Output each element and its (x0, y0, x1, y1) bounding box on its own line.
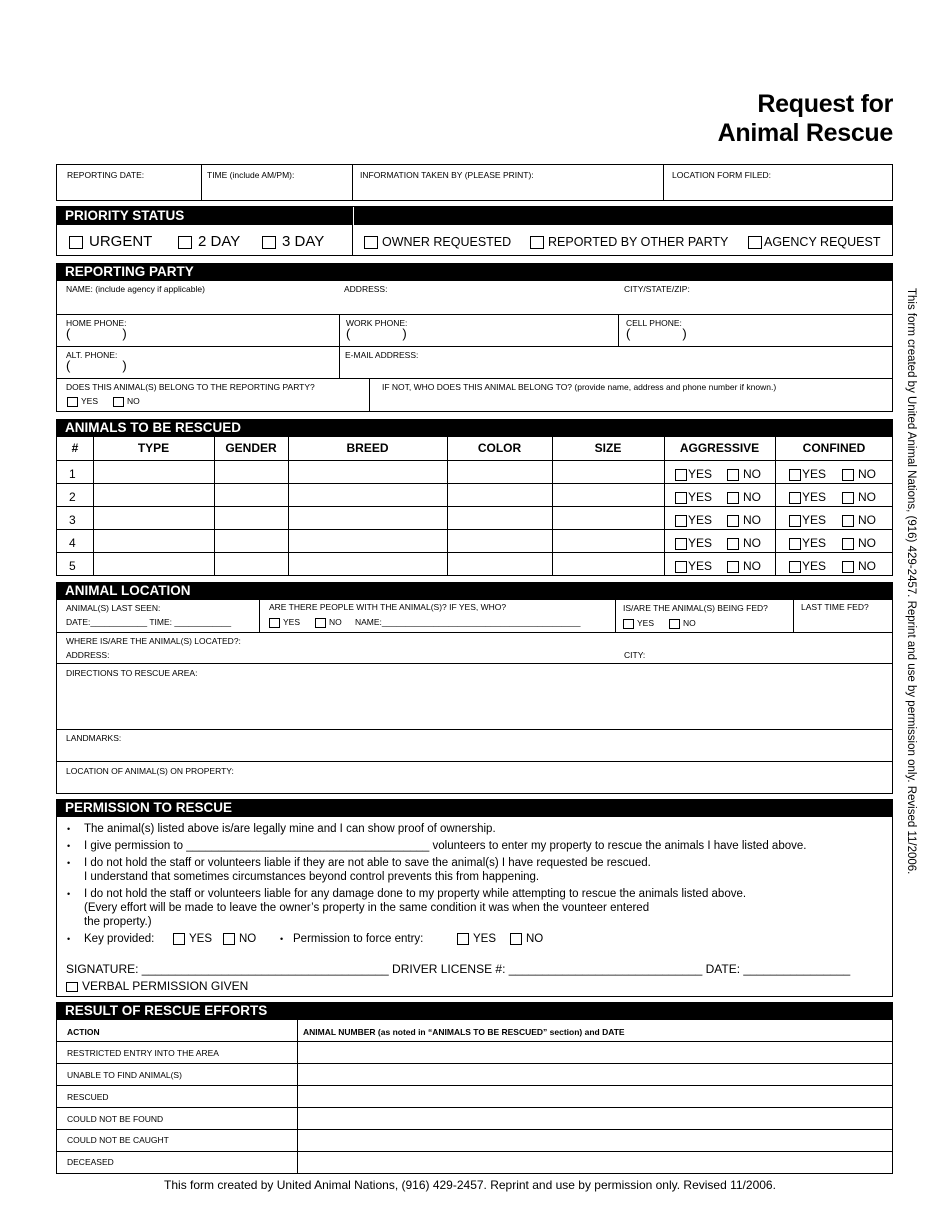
verbal-permission-option[interactable]: VERBAL PERMISSION GIVEN (66, 979, 248, 993)
aggressive-no[interactable]: NO (727, 513, 761, 527)
confined-no[interactable]: NO (842, 490, 876, 504)
permission-line-3a: I do not hold the staff or volunteers liable if they are not able to save the animal(s) I have requested be rescued. (84, 857, 651, 869)
form-title (718, 90, 893, 148)
last-seen-date-time-field[interactable]: DATE:____________ TIME: ____________ (66, 617, 232, 627)
permission-line-4a: I do not hold the staff or volunteers liable for any damage done to my property while attempting to rescue the animals listed above. (84, 888, 747, 900)
result-action-column: ACTION (67, 1027, 100, 1037)
permission-header: PERMISSION TO RESCUE (56, 799, 893, 817)
reporting-party-header: REPORTING PARTY (56, 263, 893, 281)
three-day-option[interactable]: 3 DAY (262, 233, 324, 250)
agency-request-option[interactable]: AGENCY REQUEST (748, 235, 880, 249)
col-gender: GENDER (225, 441, 277, 455)
col-confined: CONFINED (802, 441, 866, 455)
aggressive-yes[interactable]: YES (675, 490, 712, 504)
title-line-2: Animal Rescue (717, 119, 893, 147)
cell-phone-area-code: ( ) (626, 326, 687, 341)
animal-row-number: 5 (69, 559, 76, 573)
belong-question: DOES THIS ANIMAL(S) BELONG TO THE REPORTING PARTY? (66, 382, 315, 392)
animal-location-box (56, 599, 893, 794)
side-note: This form created by United Animal Nations, (916) 429-2457. Reprint and use by permission only. Revised 11/2006. (905, 288, 917, 875)
force-no-option[interactable]: NO (510, 932, 543, 946)
being-fed-question: IS/ARE THE ANIMAL(S) BEING FED? (623, 603, 768, 613)
confined-no[interactable]: NO (842, 467, 876, 481)
col-aggressive: AGGRESSIVE (679, 441, 760, 455)
work-phone-field[interactable]: WORK PHONE: (346, 318, 408, 328)
aggressive-yes[interactable]: YES (675, 513, 712, 527)
fed-no-checkbox[interactable] (669, 619, 680, 629)
reported-other-option[interactable]: REPORTED BY OTHER PARTY (530, 235, 728, 249)
time-field[interactable]: TIME (include AM/PM): (207, 170, 295, 180)
confined-yes[interactable]: YES (789, 536, 826, 550)
col-number: # (71, 441, 79, 455)
confined-yes[interactable]: YES (789, 467, 826, 481)
animal-row-number: 1 (69, 467, 76, 481)
belong-yes-checkbox[interactable] (67, 397, 78, 407)
reported-other-checkbox[interactable] (530, 236, 544, 249)
location-city-field[interactable]: CITY: (624, 650, 646, 660)
priority-status-header: PRIORITY STATUS (57, 207, 352, 225)
result-table (56, 1019, 893, 1174)
key-no-option[interactable]: NO (223, 932, 256, 946)
result-action-row: COULD NOT BE CAUGHT (67, 1135, 169, 1145)
last-fed-field[interactable]: LAST TIME FED? (801, 602, 869, 612)
result-action-row: DECEASED (67, 1157, 114, 1167)
location-address-field[interactable]: ADDRESS: (66, 650, 110, 660)
force-yes-option[interactable]: YES (457, 932, 496, 946)
aggressive-yes[interactable]: YES (675, 536, 712, 550)
key-provided-label: Key provided: (84, 933, 155, 945)
animals-header: ANIMALS TO BE RESCUED (56, 419, 893, 437)
col-breed: BREED (346, 441, 389, 455)
aggressive-no[interactable]: NO (727, 559, 761, 573)
alt-phone-field[interactable]: ALT. PHONE: (66, 350, 118, 360)
top-fields-box (56, 164, 893, 201)
landmarks-field[interactable]: LANDMARKS: (66, 733, 122, 743)
result-action-row: RESTRICTED ENTRY INTO THE AREA (67, 1048, 219, 1058)
three-day-checkbox[interactable] (262, 236, 276, 249)
people-question: ARE THERE PEOPLE WITH THE ANIMAL(S)? IF YES, WHO? (269, 602, 507, 612)
people-no-checkbox[interactable] (315, 618, 326, 628)
people-yes-option[interactable]: YES (269, 617, 300, 628)
permission-line-2[interactable]: I give permission to ______________________________________ volunteers to enter my property to rescue the animals I have listed above. (84, 840, 807, 852)
urgent-checkbox[interactable] (69, 236, 83, 249)
permission-line-4b: (Every effort will be made to leave the owner’s property in the same condition it was when the vounteer entered (84, 902, 650, 914)
email-field[interactable]: E-MAIL ADDRESS: (345, 350, 419, 360)
reporting-date-field[interactable]: REPORTING DATE: (67, 170, 145, 180)
col-size: SIZE (594, 441, 622, 455)
aggressive-yes[interactable]: YES (675, 559, 712, 573)
fed-no-option[interactable]: NO (669, 618, 696, 629)
permission-line-1: The animal(s) listed above is/are legally mine and I can show proof of ownership. (84, 823, 496, 835)
col-color: COLOR (477, 441, 522, 455)
info-taken-by-field[interactable]: INFORMATION TAKEN BY (PLEASE PRINT): (360, 170, 534, 180)
owner-requested-option[interactable]: OWNER REQUESTED (364, 235, 511, 249)
confined-no[interactable]: NO (842, 513, 876, 527)
result-action-row: RESCUED (67, 1092, 109, 1102)
confined-yes[interactable]: YES (789, 559, 826, 573)
belong-no-option[interactable]: NO (113, 396, 140, 407)
force-entry-label: Permission to force entry: (293, 933, 424, 945)
confined-yes[interactable]: YES (789, 490, 826, 504)
location-on-property-field[interactable]: LOCATION OF ANIMAL(S) ON PROPERTY: (66, 766, 234, 776)
people-name-field[interactable]: NAME:__________________________________________ (355, 617, 581, 627)
animal-row-number: 2 (69, 490, 76, 504)
animals-table (56, 436, 893, 576)
permission-line-3b: I understand that sometimes circumstances beyond control prevents this from happening. (84, 871, 540, 883)
col-type: TYPE (137, 441, 170, 455)
aggressive-no[interactable]: NO (727, 467, 761, 481)
owner-info-field[interactable]: IF NOT, WHO DOES THIS ANIMAL BELONG TO? (provide name, address and phone number if known.) (382, 382, 777, 392)
signature-line[interactable]: SIGNATURE: _____________________________________ DRIVER LICENSE #: _____________________________ DATE: ________________ (66, 962, 851, 976)
aggressive-no[interactable]: NO (727, 536, 761, 550)
footer-note: This form created by United Animal Nations, (916) 429-2457. Reprint and use by permission only. Revised 11/2006. (164, 1178, 776, 1192)
owner-requested-checkbox[interactable] (364, 236, 378, 249)
permission-line-4c: the property.) (84, 916, 152, 928)
alt-phone-area-code: ( ) (66, 358, 127, 373)
directions-field[interactable]: DIRECTIONS TO RESCUE AREA: (66, 668, 198, 678)
rp-city-field[interactable]: CITY/STATE/ZIP: (624, 284, 690, 294)
confined-no[interactable]: NO (842, 536, 876, 550)
reporting-party-box (56, 280, 893, 412)
fed-yes-option[interactable]: YES (623, 618, 654, 629)
people-no-option[interactable]: NO (315, 617, 342, 628)
priority-status-box (56, 206, 893, 256)
work-phone-area-code: ( ) (346, 326, 407, 341)
location-form-filed-field[interactable]: LOCATION FORM FILED: (672, 170, 772, 180)
animal-row-number: 4 (69, 536, 76, 550)
result-number-column: ANIMAL NUMBER (as noted in “ANIMALS TO BE RESCUED” section) and DATE (303, 1027, 625, 1037)
belong-no-checkbox[interactable] (113, 397, 124, 407)
home-phone-field[interactable]: HOME PHONE: (66, 318, 127, 328)
result-action-row: COULD NOT BE FOUND (67, 1114, 164, 1124)
title-line-1: Request for (757, 90, 893, 118)
aggressive-yes[interactable]: YES (675, 467, 712, 481)
agency-request-checkbox[interactable] (748, 236, 762, 249)
confined-yes[interactable]: YES (789, 513, 826, 527)
result-header: RESULT OF RESCUE EFFORTS (56, 1002, 893, 1020)
result-action-row: UNABLE TO FIND ANIMAL(S) (67, 1070, 182, 1080)
two-day-option[interactable]: 2 DAY (178, 233, 240, 250)
where-located-label: WHERE IS/ARE THE ANIMAL(S) LOCATED?: (66, 636, 241, 646)
last-seen-label: ANIMAL(S) LAST SEEN: (66, 603, 161, 613)
fed-yes-checkbox[interactable] (623, 619, 634, 629)
aggressive-no[interactable]: NO (727, 490, 761, 504)
rp-name-field[interactable]: NAME: (include agency if applicable) (66, 284, 205, 294)
confined-no[interactable]: NO (842, 559, 876, 573)
belong-yes-option[interactable]: YES (67, 396, 98, 407)
two-day-checkbox[interactable] (178, 236, 192, 249)
cell-phone-field[interactable]: CELL PHONE: (626, 318, 682, 328)
animal-location-header: ANIMAL LOCATION (56, 582, 893, 600)
animal-row-number: 3 (69, 513, 76, 527)
rp-address-field[interactable]: ADDRESS: (344, 284, 388, 294)
urgent-option[interactable]: URGENT (69, 233, 152, 250)
key-yes-option[interactable]: YES (173, 932, 212, 946)
home-phone-area-code: ( ) (66, 326, 127, 341)
permission-box: • The animal(s) listed above is/are legally mine and I can show proof of ownership. • I give permission to ______________________________________ volunteers to enter my property to rescue the animals I have listed above. • I do not hold the staff or volunteers liable if they are not able to save the animal(s) I have requested be rescued. I understand that sometimes circumstances beyond control prevents this from happening. • I do not hold the staff or volunteers liable for any damage done to my property while attempting to rescue the animals listed above. (Every effort will be made to leave the owner’s property in the same condition it was when the vounteer entered the property.) • Key provided: YES NO • Permission to force entry: YES NO SIGNATURE: _____________________________________ DRIVER LICENSE #: _____________________________ DATE: ________________ VERBAL PERMISSION GIVEN (56, 816, 893, 997)
people-yes-checkbox[interactable] (269, 618, 280, 628)
